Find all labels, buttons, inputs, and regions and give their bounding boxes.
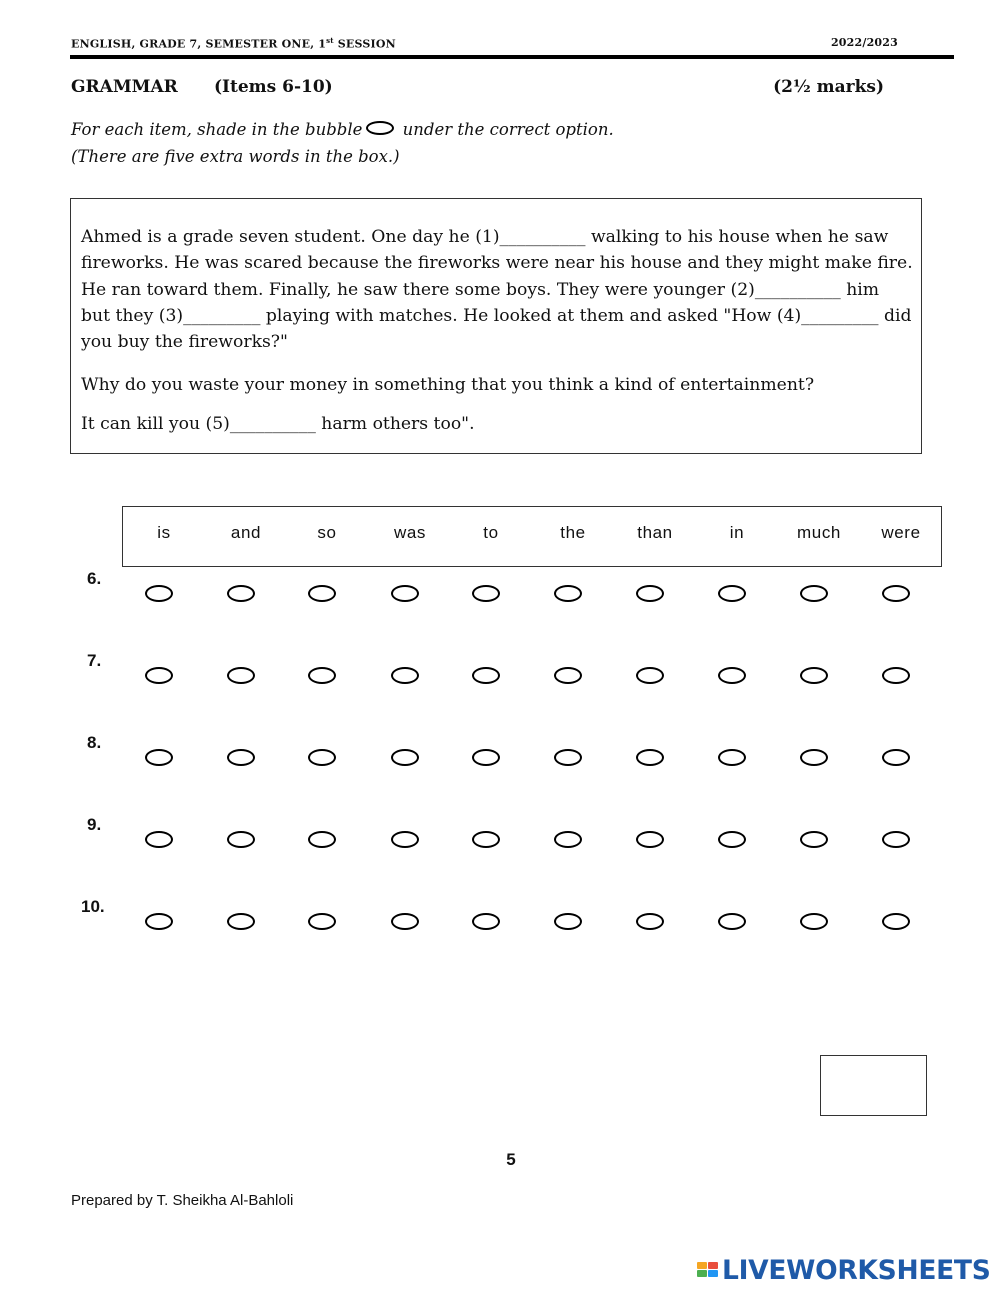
score-box — [820, 1055, 927, 1116]
answer-bubble-q10-much[interactable] — [800, 913, 828, 930]
answer-bubble-q9-were[interactable] — [882, 831, 910, 848]
answer-bubble-q8-was[interactable] — [391, 749, 419, 766]
passage-paragraph-2: Why do you waste your money in something that you think a kind of entertainment? — [81, 375, 815, 395]
answer-bubble-q7-were[interactable] — [882, 667, 910, 684]
page-header — [71, 36, 898, 50]
word-option-to: to — [483, 523, 499, 542]
answer-bubble-q9-the[interactable] — [554, 831, 582, 848]
answer-bubble-q10-is[interactable] — [145, 913, 173, 930]
word-option-were: were — [881, 523, 921, 542]
bubble-icon — [366, 121, 394, 135]
answer-bubble-q9-in[interactable] — [718, 831, 746, 848]
answer-bubble-q8-in[interactable] — [718, 749, 746, 766]
header-year: 2022/2023 — [830, 36, 898, 49]
passage-box — [70, 198, 922, 454]
logo-block — [697, 1262, 707, 1269]
answer-bubble-q7-was[interactable] — [391, 667, 419, 684]
answer-bubble-q6-the[interactable] — [554, 585, 582, 602]
answer-bubble-q8-so[interactable] — [308, 749, 336, 766]
answer-bubble-q8-than[interactable] — [636, 749, 664, 766]
logo-block — [708, 1262, 718, 1269]
answer-bubble-q6-was[interactable] — [391, 585, 419, 602]
question-number: 8. — [87, 733, 102, 752]
logo-block — [708, 1270, 718, 1277]
answer-bubble-q7-than[interactable] — [636, 667, 664, 684]
answer-bubble-q10-than[interactable] — [636, 913, 664, 930]
answer-bubble-q6-much[interactable] — [800, 585, 828, 602]
answer-bubble-q8-and[interactable] — [227, 749, 255, 766]
answer-bubble-q9-and[interactable] — [227, 831, 255, 848]
word-option-is: is — [157, 523, 171, 542]
instruction-line-2: (There are five extra words in the box.) — [71, 147, 400, 166]
answer-bubble-q6-to[interactable] — [472, 585, 500, 602]
answer-bubble-q7-is[interactable] — [145, 667, 173, 684]
word-option-the: the — [560, 523, 586, 542]
answer-bubble-q6-is[interactable] — [145, 585, 173, 602]
answer-bubble-q8-to[interactable] — [472, 749, 500, 766]
answer-bubble-q7-so[interactable] — [308, 667, 336, 684]
answer-bubble-q10-so[interactable] — [308, 913, 336, 930]
word-box — [122, 506, 942, 567]
word-option-much: much — [797, 523, 841, 542]
answer-bubble-q8-the[interactable] — [554, 749, 582, 766]
question-number: 9. — [87, 815, 102, 834]
answer-bubble-q8-much[interactable] — [800, 749, 828, 766]
answer-bubble-q9-was[interactable] — [391, 831, 419, 848]
answer-bubble-q6-were[interactable] — [882, 585, 910, 602]
answer-bubble-q6-than[interactable] — [636, 585, 664, 602]
answer-bubble-q6-so[interactable] — [308, 585, 336, 602]
header-course-info: ENGLISH, GRADE 7, SEMESTER ONE, 1st SESSION — [71, 36, 396, 51]
word-option-was: was — [393, 523, 427, 542]
passage-paragraph-1: Ahmed is a grade seven student. One day he (1)__________ walking to his house when he saw fireworks. He was scared because the fireworks were near his house and they might make fire. He ran toward them. Finally, he saw there some boys. They were younger (2)__________ him but they (3)_________ playing with matches. He looked at them and asked "How (4)_________ did you buy the fireworks?" — [81, 227, 913, 353]
page-number: 5 — [506, 1150, 516, 1169]
answer-bubble-q10-the[interactable] — [554, 913, 582, 930]
answer-bubble-q10-and[interactable] — [227, 913, 255, 930]
answer-bubble-q10-to[interactable] — [472, 913, 500, 930]
answer-bubble-q6-and[interactable] — [227, 585, 255, 602]
logo-block — [697, 1270, 707, 1277]
answer-bubble-q9-much[interactable] — [800, 831, 828, 848]
word-option-and: and — [230, 523, 262, 542]
section-title: GRAMMAR — [71, 77, 178, 97]
logo-text: LIVEWORKSHEETS — [722, 1255, 991, 1286]
answer-bubble-q8-is[interactable] — [145, 749, 173, 766]
instruction-line-1: For each item, shade in the bubble under the correct option. — [71, 120, 614, 139]
section-items: (Items 6-10) — [214, 77, 333, 97]
answer-bubble-q10-in[interactable] — [718, 913, 746, 930]
answer-bubble-q7-to[interactable] — [472, 667, 500, 684]
header-rule — [70, 55, 954, 59]
answer-bubble-q10-were[interactable] — [882, 913, 910, 930]
answer-bubble-q10-was[interactable] — [391, 913, 419, 930]
answer-bubble-q9-is[interactable] — [145, 831, 173, 848]
prepared-by: Prepared by T. Sheikha Al-Bahloli — [71, 1192, 294, 1209]
word-option-so: so — [317, 523, 337, 542]
answer-bubble-q8-were[interactable] — [882, 749, 910, 766]
passage-paragraph-3: It can kill you (5)__________ harm others too". — [81, 414, 475, 434]
answer-bubble-q9-so[interactable] — [308, 831, 336, 848]
word-option-than: than — [637, 523, 673, 542]
logo-blocks-icon — [697, 1258, 719, 1282]
answer-bubble-q6-in[interactable] — [718, 585, 746, 602]
answer-bubble-q7-much[interactable] — [800, 667, 828, 684]
answer-bubble-q7-in[interactable] — [718, 667, 746, 684]
word-option-in: in — [729, 523, 745, 542]
answer-bubble-q7-and[interactable] — [227, 667, 255, 684]
question-number: 6. — [87, 569, 102, 588]
answer-bubble-q9-to[interactable] — [472, 831, 500, 848]
question-number: 10. — [81, 897, 105, 916]
question-number: 7. — [87, 651, 102, 670]
answer-bubble-q7-the[interactable] — [554, 667, 582, 684]
answer-bubble-q9-than[interactable] — [636, 831, 664, 848]
section-marks: (2½ marks) — [773, 77, 884, 97]
